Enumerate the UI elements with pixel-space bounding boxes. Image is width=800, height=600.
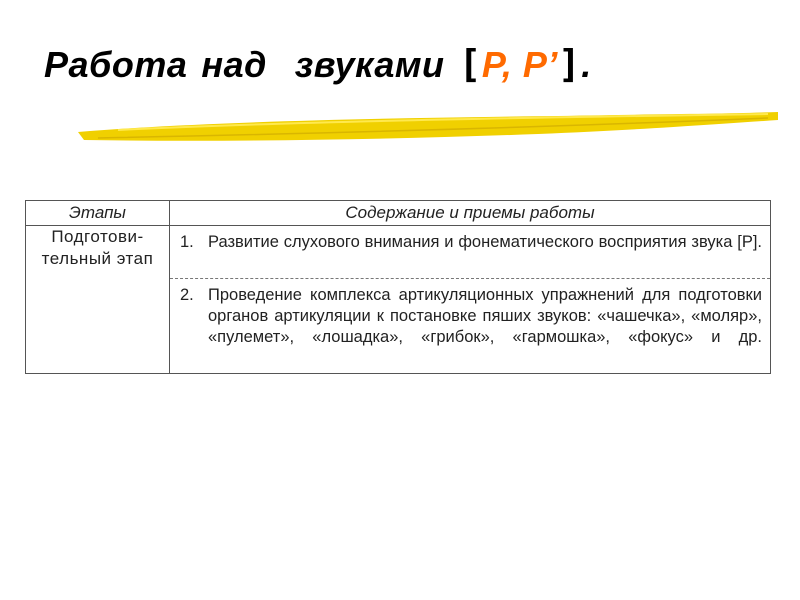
- yellow-brush-stroke: [78, 108, 778, 150]
- stage-name: Подготови-тельный этап: [26, 226, 170, 374]
- stages-table: [25, 200, 771, 374]
- table-header-row: [26, 201, 771, 226]
- header-stages: Этапы: [26, 201, 170, 226]
- list-item: [170, 226, 770, 278]
- header-content: Содержание и приемы работы: [170, 201, 771, 226]
- item-text: Развитие слухового внимания и фонематического восприятия звука [Р].: [208, 233, 762, 251]
- item-number: 2.: [180, 286, 194, 304]
- title-word-3: звуками: [294, 44, 445, 85]
- item-number: 1.: [180, 233, 194, 251]
- item-text: Проведение комплекса артикуляционных упражнений для подготовки органов артикуляции к постановке пяших звуков: «чашечка», «моляр», «пулемет», «лошадка», «грибок», «гармошка», «фокус» и др.: [208, 286, 762, 346]
- slide-title: [44, 42, 592, 86]
- title-word-2: над: [201, 44, 267, 85]
- title-bracket-close: ]: [557, 42, 582, 86]
- title-period: .: [581, 44, 592, 85]
- content-list: [170, 226, 770, 373]
- list-item: [170, 278, 770, 373]
- title-sounds: Р, Р’: [481, 44, 558, 85]
- content-cell: [170, 226, 771, 374]
- title-word-1: Работа: [44, 44, 188, 85]
- title-bracket-open: [: [458, 42, 482, 86]
- table-row: [26, 226, 771, 374]
